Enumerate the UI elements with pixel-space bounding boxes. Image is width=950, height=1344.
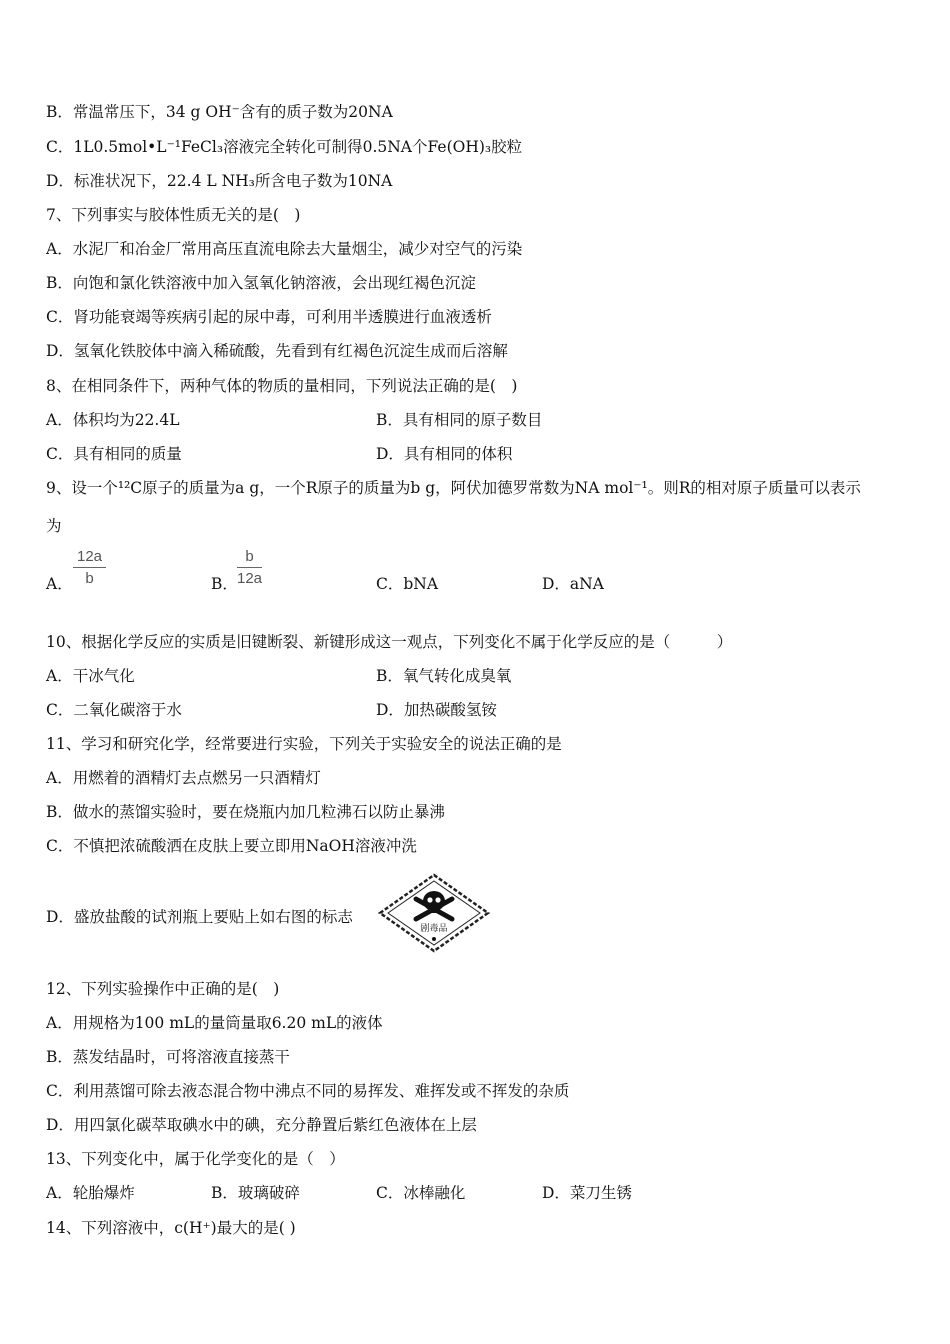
q9-option-b-label: B． (211, 575, 238, 593)
q8-option-c: C．具有相同的质量 (46, 445, 182, 463)
numerator: 12a (73, 548, 106, 568)
q13-option-d: D．菜刀生锈 (542, 1184, 632, 1202)
q13-option-b: B．玻璃破碎 (211, 1184, 300, 1202)
q9-option-b-fraction (237, 548, 262, 587)
q10-option-a: A．干冰气化 (46, 667, 135, 685)
question-9: 9、设一个¹²C原子的质量为a g，一个R原子的质量为b g，阿伏加德罗常数为NA mol⁻¹。则R的相对原子质量可以表示 (46, 479, 861, 497)
denominator: 12a (237, 570, 263, 587)
denominator: b (85, 570, 94, 587)
q11-option-a: A．用燃着的酒精灯去点燃另一只酒精灯 (46, 769, 321, 787)
q10-option-c: C．二氧化碳溶于水 (46, 701, 182, 719)
q11-option-c: C．不慎把浓硫酸洒在皮肤上要立即用NaOH溶液冲洗 (46, 837, 417, 855)
question-8: 8、在相同条件下，两种气体的物质的量相同，下列说法正确的是( ) (46, 377, 518, 395)
q9-option-c: C．bNA (376, 575, 439, 593)
sign-label: 剧毒品 (420, 924, 448, 934)
q12-option-a: A．用规格为100 mL的量筒量取6.20 mL的液体 (46, 1014, 383, 1032)
question-11: 11、学习和研究化学，经常要进行实验，下列关于实验安全的说法正确的是 (46, 735, 562, 753)
q7-option-a: A．水泥厂和冶金厂常用高压直流电除去大量烟尘，减少对空气的污染 (46, 240, 523, 258)
q8-option-b: B．具有相同的原子数目 (376, 411, 543, 429)
question-10: 10、根据化学反应的实质是旧键断裂、新键形成这一观点，下列变化不属于化学反应的是（ ） (46, 633, 733, 651)
toxic-hazard-sign-icon (378, 873, 490, 953)
q8-option-a: A．体积均为22.4L (46, 411, 180, 429)
q10-option-b: B．氧气转化成臭氧 (376, 667, 512, 685)
q9-option-a-fraction (73, 548, 106, 587)
q13-option-c: C．冰棒融化 (376, 1184, 466, 1202)
question-9-continued: 为 (46, 517, 62, 535)
numerator: b (237, 548, 262, 568)
q8-option-d: D．具有相同的体积 (376, 445, 513, 463)
q7-option-d: D．氢氧化铁胶体中滴入稀硫酸，先看到有红褐色沉淀生成而后溶解 (46, 342, 508, 360)
question-14: 14、下列溶液中，c(H⁺)最大的是( ) (46, 1219, 296, 1237)
question-13: 13、下列变化中，属于化学变化的是（ ） (46, 1150, 345, 1168)
option-b-prev (46, 102, 393, 122)
q9-option-a-label: A． (46, 575, 73, 593)
q7-option-c: C．肾功能衰竭等疾病引起的尿中毒，可利用半透膜进行血液透析 (46, 308, 492, 326)
question-7: 7、下列事实与胶体性质无关的是( ) (46, 206, 301, 224)
question-12: 12、下列实验操作中正确的是( ) (46, 980, 280, 998)
q12-option-b: B．蒸发结晶时，可将溶液直接蒸干 (46, 1048, 290, 1066)
option-text: C．1L0.5mol•L⁻¹FeCl₃溶液完全转化可制得0.5NA个Fe(OH)₃胶粒 (46, 138, 523, 156)
q13-option-a: A．轮胎爆炸 (46, 1184, 135, 1202)
option-text: D．标准状况下，22.4 L NH₃所含电子数为10NA (46, 172, 393, 190)
option-text: B．常温常压下，34 g OH⁻含有的质子数为20NA (46, 103, 393, 121)
q12-option-c: C．利用蒸馏可除去液态混合物中沸点不同的易挥发、难挥发或不挥发的杂质 (46, 1082, 570, 1100)
q11-option-b: B．做水的蒸馏实验时，要在烧瓶内加几粒沸石以防止暴沸 (46, 803, 445, 821)
option-d-prev (46, 171, 392, 191)
q9-option-d: D．aNA (542, 575, 604, 593)
option-c-prev (46, 137, 522, 157)
q7-option-b: B．向饱和氯化铁溶液中加入氢氧化钠溶液，会出现红褐色沉淀 (46, 274, 476, 292)
q11-option-d: D．盛放盐酸的试剂瓶上要贴上如右图的标志 (46, 908, 353, 926)
q12-option-d: D．用四氯化碳萃取碘水中的碘，充分静置后紫红色液体在上层 (46, 1116, 477, 1134)
q10-option-d: D．加热碳酸氢铵 (376, 701, 497, 719)
